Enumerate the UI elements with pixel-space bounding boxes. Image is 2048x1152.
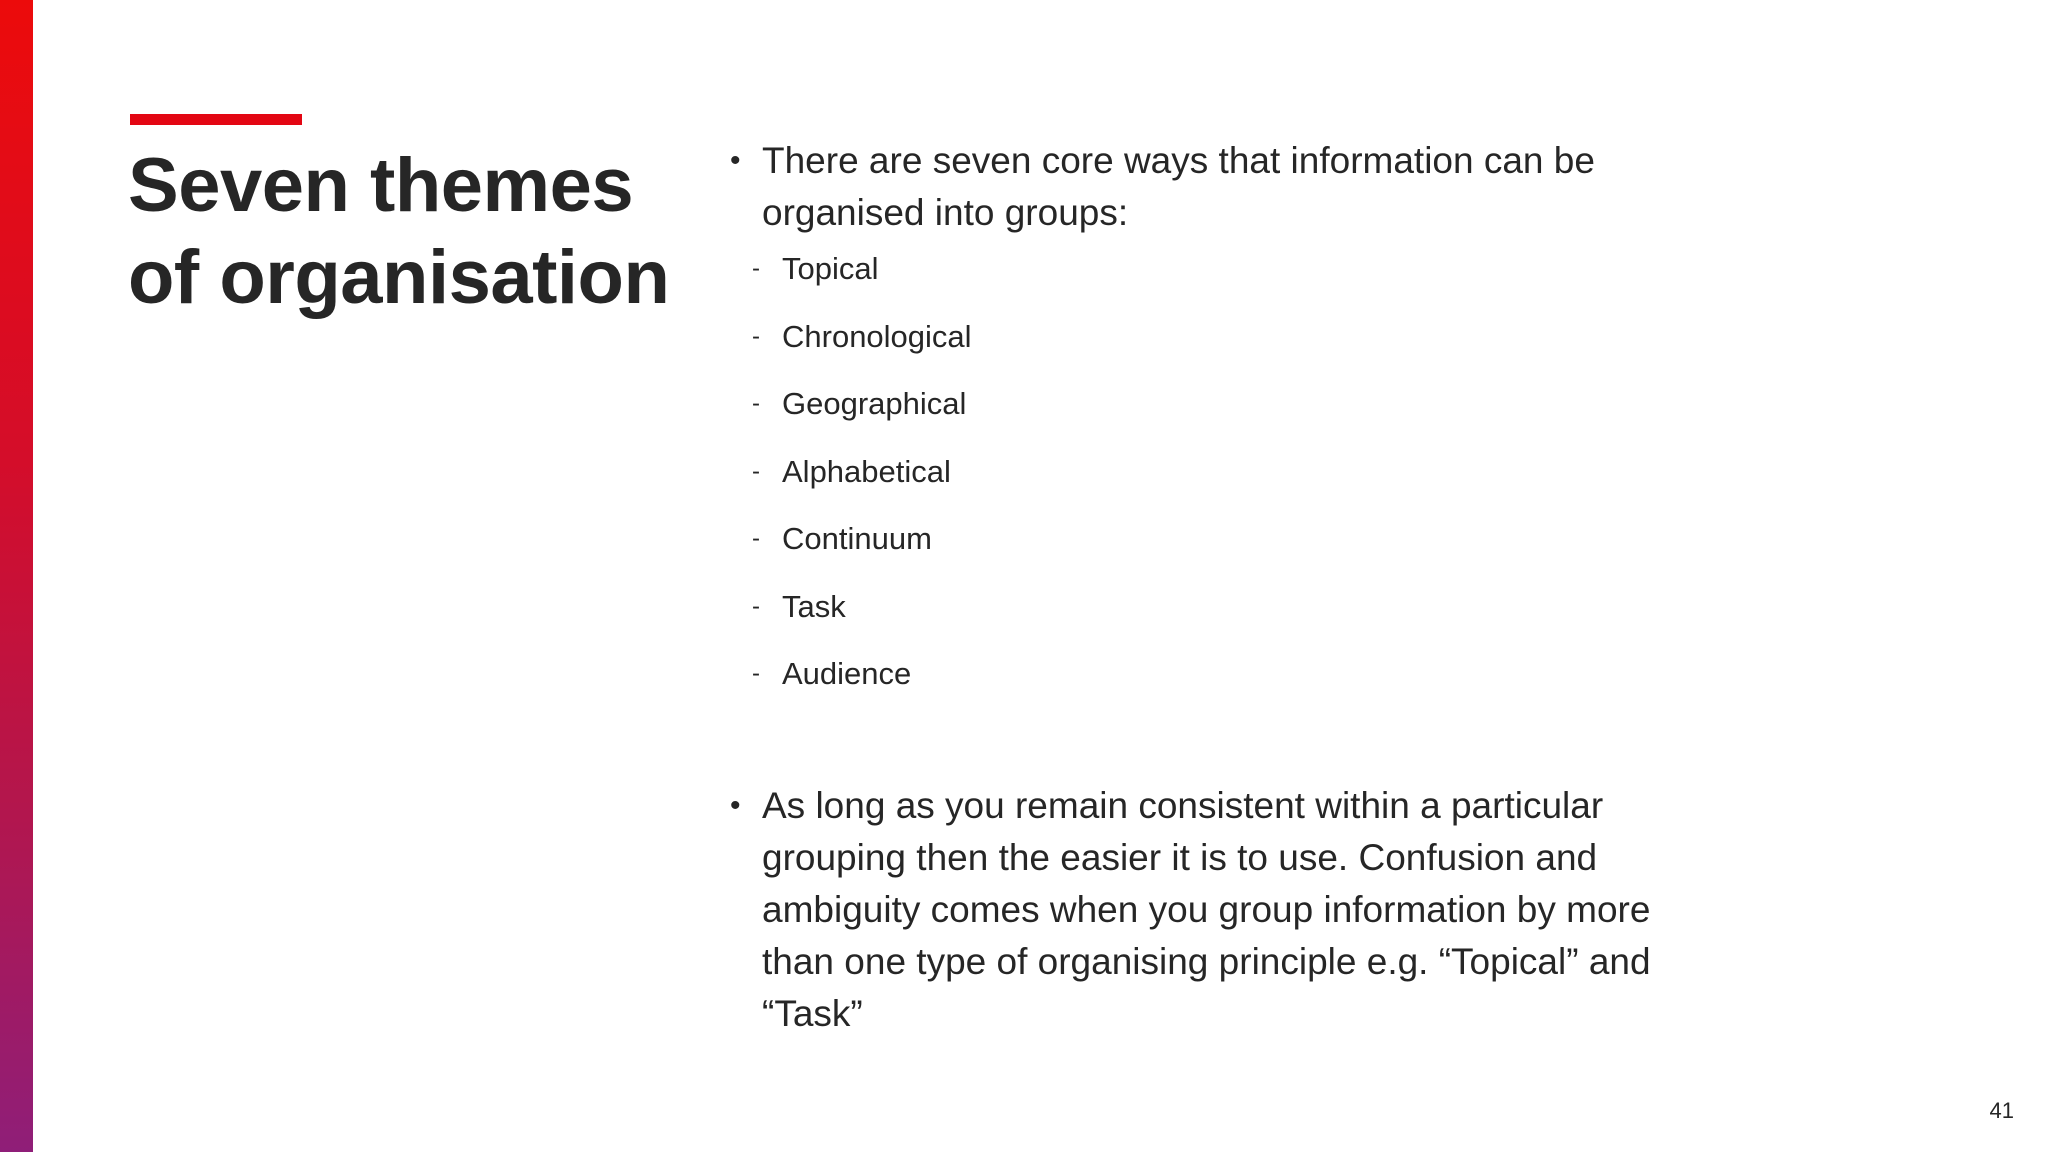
list-item <box>730 249 1690 289</box>
bullet-item-1 <box>730 135 1690 694</box>
bullet-icon: • <box>730 789 741 822</box>
list-item-label: Audience <box>782 656 912 691</box>
organisation-themes-list <box>730 249 1690 694</box>
list-item <box>730 587 1690 627</box>
dash-icon: - <box>752 390 760 417</box>
list-item-label: Alphabetical <box>782 453 951 489</box>
bullet-text: There are seven core ways that information can be organised into groups: <box>762 140 1595 233</box>
list-item <box>730 384 1690 424</box>
side-gradient-bar <box>0 0 33 1152</box>
page-number: 41 <box>1989 1098 2014 1123</box>
title-accent-line <box>130 114 302 125</box>
bullet-text: As long as you remain consistent within a particular grouping then the easier it is to use. Confusion and ambiguity comes when you group information by more than one type of organising principle e.g. “Topical” and “Task” <box>762 785 1651 1034</box>
list-item <box>730 452 1690 492</box>
dash-icon: - <box>752 457 760 485</box>
list-item <box>730 317 1690 357</box>
slide-title: Seven themes of organisation <box>128 143 670 320</box>
list-item <box>730 654 1690 694</box>
list-item-label: Topical <box>782 251 879 286</box>
list-item-label: Geographical <box>782 386 967 421</box>
dash-icon: - <box>752 322 760 350</box>
list-item <box>730 519 1690 559</box>
list-item-label: Continuum <box>782 521 932 556</box>
dash-icon: - <box>752 592 760 620</box>
slide-content <box>730 135 1690 1040</box>
bullet-icon: • <box>730 144 741 177</box>
list-item-label: Chronological <box>782 318 972 354</box>
list-item-label: Task <box>782 588 846 624</box>
bullet-item-2 <box>730 780 1690 1040</box>
dash-icon: - <box>752 660 760 687</box>
dash-icon: - <box>752 255 760 282</box>
dash-icon: - <box>752 525 760 552</box>
